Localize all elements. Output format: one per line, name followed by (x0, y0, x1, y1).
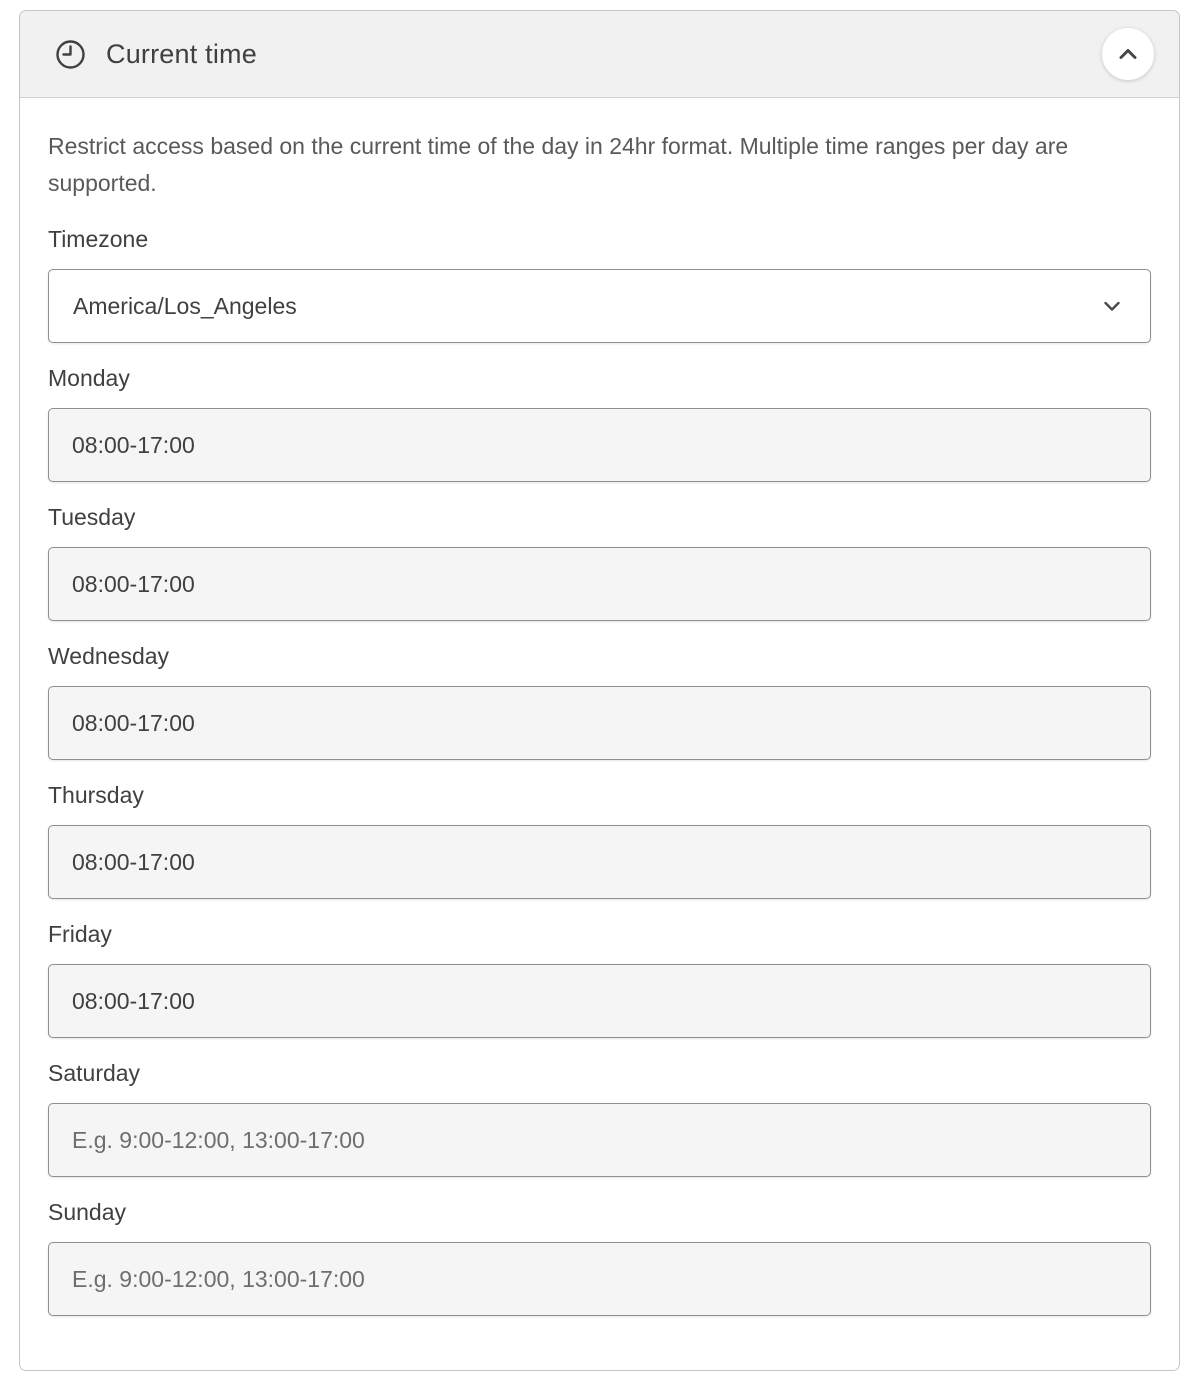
panel-title: Current time (106, 38, 257, 69)
clock-icon (54, 38, 87, 71)
timezone-label: Timezone (48, 226, 149, 252)
wednesday-label: Wednesday (48, 643, 170, 669)
saturday-time-input[interactable] (48, 1103, 1151, 1177)
monday-time-input[interactable] (48, 408, 1151, 482)
chevron-down-icon (1098, 292, 1126, 320)
timezone-select[interactable] (48, 269, 1151, 343)
sunday-time-input[interactable] (48, 1242, 1151, 1316)
field-friday (48, 919, 1151, 1038)
collapse-button[interactable] (1102, 28, 1154, 80)
sunday-label: Sunday (48, 1199, 127, 1225)
field-sunday (48, 1197, 1151, 1316)
timezone-selected-value: America/Los_Angeles (73, 292, 297, 319)
panel-header (20, 11, 1179, 98)
field-thursday (48, 780, 1151, 899)
monday-label: Monday (48, 365, 130, 391)
panel-description: Restrict access based on the current time of the day in 24hr format. Multiple time ranges per day are supported. (48, 133, 1069, 196)
tuesday-time-input[interactable] (48, 547, 1151, 621)
friday-label: Friday (48, 921, 112, 947)
wednesday-time-input[interactable] (48, 686, 1151, 760)
saturday-label: Saturday (48, 1060, 141, 1086)
current-time-panel (19, 10, 1180, 1371)
field-monday (48, 363, 1151, 482)
thursday-label: Thursday (48, 782, 144, 808)
friday-time-input[interactable] (48, 964, 1151, 1038)
tuesday-label: Tuesday (48, 504, 136, 530)
panel-body (20, 98, 1179, 1346)
field-tuesday (48, 502, 1151, 621)
chevron-up-icon (1112, 38, 1144, 70)
field-saturday (48, 1058, 1151, 1177)
thursday-time-input[interactable] (48, 825, 1151, 899)
field-wednesday (48, 641, 1151, 760)
